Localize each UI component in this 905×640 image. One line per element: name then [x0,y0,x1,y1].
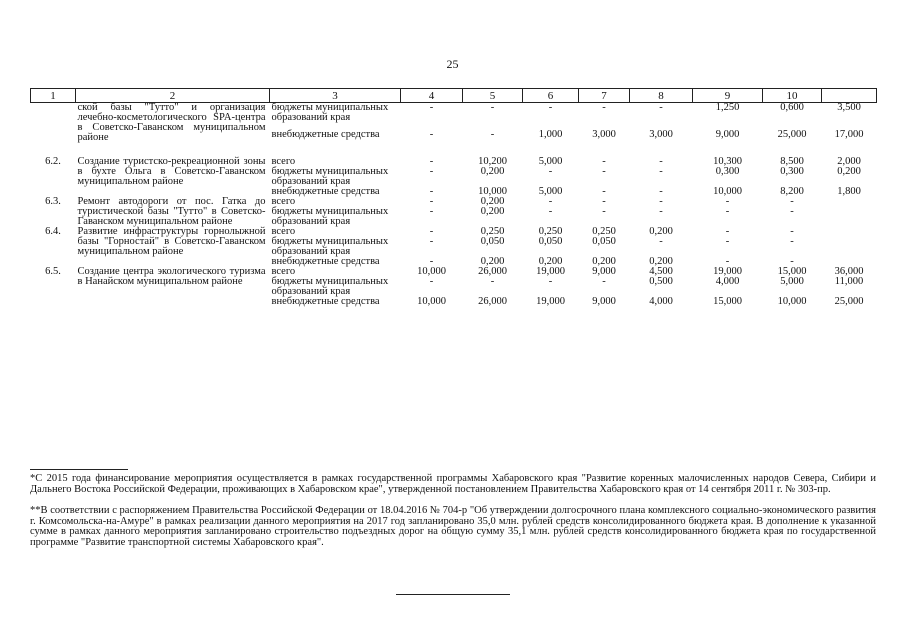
column-header-3: 3 [270,89,401,103]
column-header-11 [822,89,877,103]
amount-cell: - [790,256,794,267]
amount-cell: 4,500 [649,266,673,277]
spacer-row [31,143,877,157]
amount-cell: 4,000 [715,276,740,287]
amount-cell: 11,000 [834,276,864,287]
item-description: ской базы "Тутто" и организация лечебно-косметологического SPA-центра в Советско-Гаванском муниципальном районе [77,102,266,143]
amount-cell [822,237,877,257]
amount-cell: - [548,166,553,177]
header-row [31,89,877,103]
amount-cell: - [659,206,663,217]
amount-cell [822,227,877,237]
amount-cell: 9,000 [592,296,616,307]
column-header-2: 2 [76,89,270,103]
spacer-cell [31,143,877,157]
amount-cell: 0,050 [480,236,505,247]
bottom-divider [396,594,510,595]
amount-cell: 10,000 [713,186,742,197]
amount-cell: - [725,226,730,237]
amount-cell: - [490,102,495,113]
amount-cell: - [602,166,606,177]
column-header-4: 4 [401,89,463,103]
amount-cell: 0,200 [837,166,861,177]
amount-cell: 0,050 [592,236,616,247]
item-number: 6.3. [45,196,61,207]
funding-source: внебюджетные средства [271,296,380,307]
amount-cell: 5,000 [538,156,563,167]
amount-cell: 1,250 [715,102,740,113]
amount-cell: - [429,186,434,197]
amount-cell [822,207,877,227]
amount-cell: 0,500 [649,276,673,287]
amount-cell: 0,300 [780,166,804,177]
amount-cell: 0,200 [480,166,505,177]
amount-cell: - [429,206,434,217]
funding-source: бюджеты муниципальных образований края [271,102,389,123]
amount-cell: - [602,102,606,113]
amount-cell: - [429,166,434,177]
amount-cell: 0,600 [780,102,804,113]
amount-cell: 2,000 [837,156,861,167]
amount-cell: 0,250 [538,226,563,237]
table-row [31,103,877,130]
amount-cell: 0,200 [538,256,563,267]
funding-source: всего [271,196,296,207]
column-header-9: 9 [693,89,763,103]
amount-cell: 19,000 [713,266,742,277]
funding-source: внебюджетные средства [271,128,380,140]
amount-cell: 25,000 [777,128,807,140]
item-description: Ремонт автодороги от пос. Гатка до туристической базы "Тутто" в Советско-Гаванском муниципальном районе [77,196,266,227]
table-row [31,267,877,277]
amount-cell: - [790,226,794,237]
item-description: Создание центра экологического туризма в Нанайском муниципальном районе [77,266,266,287]
amount-cell: - [429,196,434,207]
amount-cell: 19,000 [536,296,565,307]
column-header-8: 8 [630,89,693,103]
amount-cell: - [602,186,606,197]
column-header-7: 7 [579,89,630,103]
funding-source: всего [271,266,296,277]
table-row [31,157,877,167]
item-number [31,103,76,144]
amount-cell: 3,000 [592,128,616,140]
footnote-divider [30,469,128,470]
amount-cell: 0,050 [538,236,563,247]
amount-cell: 1,000 [538,128,563,140]
page-number: 25 [446,57,459,71]
amount-cell: - [602,206,606,217]
amount-cell: - [429,128,434,140]
item-number: 6.5. [45,266,61,277]
amount-cell: 0,250 [480,226,505,237]
amount-cell: 8,200 [780,186,804,197]
amount-cell: 0,200 [480,196,505,207]
funding-source: бюджеты муниципальных образований края [271,276,389,297]
table-row [31,227,877,237]
amount-cell: - [429,236,434,247]
amount-cell: 10,000 [417,296,446,307]
amount-cell: 15,000 [777,266,807,277]
amount-cell: - [659,156,663,167]
amount-cell: - [725,206,730,217]
table-row [31,197,877,207]
amount-cell: 0,200 [480,206,505,217]
amount-cell: 0,250 [592,226,616,237]
column-header-5: 5 [463,89,523,103]
amount-cell: - [548,276,553,287]
amount-cell: - [659,236,663,247]
amount-cell: 3,500 [837,102,861,113]
amount-cell: 26,000 [478,296,507,307]
amount-cell: - [790,196,794,207]
amount-cell: 19,000 [536,266,565,277]
amount-cell: 9,000 [715,128,740,140]
amount-cell: - [790,206,794,217]
item-description: Создание туристско-рекреационной зоны в бухте Ольга в Советско-Гаванском муниципальном районе [77,156,266,187]
amount-cell: - [725,236,730,247]
amount-cell: 10,000 [417,266,446,277]
amount-cell: 10,300 [713,156,742,167]
financing-table [30,88,877,307]
amount-cell: - [429,102,434,113]
amount-cell: - [790,236,794,247]
amount-cell: 0,200 [480,256,505,267]
amount-cell: - [602,276,606,287]
amount-cell: - [490,128,495,140]
item-description: Развитие инфраструктуры горнолыжной базы "Горностай" в Советско-Гаванском муниципальном районе [77,226,266,257]
amount-cell: - [429,226,434,237]
funding-source: бюджеты муниципальных образований края [271,166,389,187]
column-header-1: 1 [31,89,76,103]
amount-cell: - [548,206,553,217]
amount-cell: - [659,102,663,113]
amount-cell: - [659,196,663,207]
amount-cell: - [725,256,730,267]
amount-cell: - [725,196,730,207]
column-header-6: 6 [523,89,579,103]
amount-cell: 0,200 [592,256,616,267]
funding-source: всего [271,156,296,167]
amount-cell: 5,000 [780,276,804,287]
item-number: 6.2. [45,156,61,167]
amount-cell: 8,500 [780,156,804,167]
item-number: 6.4. [45,226,61,237]
amount-cell: 36,000 [834,266,864,277]
amount-cell: 1,800 [837,186,861,197]
funding-source: бюджеты муниципальных образований края [271,206,389,227]
funding-source: бюджеты муниципальных образований края [271,236,389,257]
footnote-1: *С 2015 года финансирование мероприятия осуществляется в рамках государственной программы Хабаровского края "Развитие коренных малочисленных народов Севера, Сибири и Дальнего Востока Российской Федерации, проживающих в Хабаровском крае", утвержденной постановлением Правительства Хабаровского края от 14 сентября 2011 г. № 303-пр. [30,473,876,495]
amount-cell: - [548,102,553,113]
column-header-10: 10 [763,89,822,103]
amount-cell: - [429,156,434,167]
amount-cell: - [429,276,434,287]
amount-cell: - [548,196,553,207]
amount-cell: - [659,166,663,177]
footnote-2: **В соответствии с распоряжением Правительства Российской Федерации от 18.04.2016 № 704-р "Об утверждении долгосрочного плана комплексного социально-экономического развития г. Комсомольска-на-Амуре" в рамках реализации данного мероприятия на 2017 год запланировано 35,0 млн. рублей средств консолидированного бюджета края. В дополнение к указанной сумме в рамках данного мероприятия запланировано строительство подъездных дорог на общую сумму 35,1 млн. рублей средств консолидированного бюджета края по государственной программе "Развитие транспортной системы Хабаровского края". [30,505,876,548]
amount-cell: - [602,196,606,207]
amount-cell: 25,000 [834,296,864,307]
amount-cell: 10,200 [478,156,507,167]
funding-source: внебюджетные средства [271,256,380,267]
amount-cell: - [602,156,606,167]
amount-cell: 3,000 [649,128,673,140]
amount-cell: 17,000 [834,128,864,140]
amount-cell: 15,000 [713,296,742,307]
amount-cell: - [429,256,434,267]
amount-cell: 5,000 [538,186,563,197]
amount-cell: 0,200 [649,226,673,237]
funding-source: внебюджетные средства [271,186,380,197]
amount-cell: - [659,186,663,197]
amount-cell: - [490,276,495,287]
amount-cell: 4,000 [649,296,673,307]
amount-cell: 10,000 [478,186,507,197]
funding-source: всего [271,226,296,237]
amount-cell: 0,200 [649,256,673,267]
amount-cell: 9,000 [592,266,616,277]
amount-cell [822,197,877,207]
amount-cell: 26,000 [478,266,507,277]
amount-cell: 10,000 [777,296,807,307]
amount-cell: 0,300 [715,166,740,177]
